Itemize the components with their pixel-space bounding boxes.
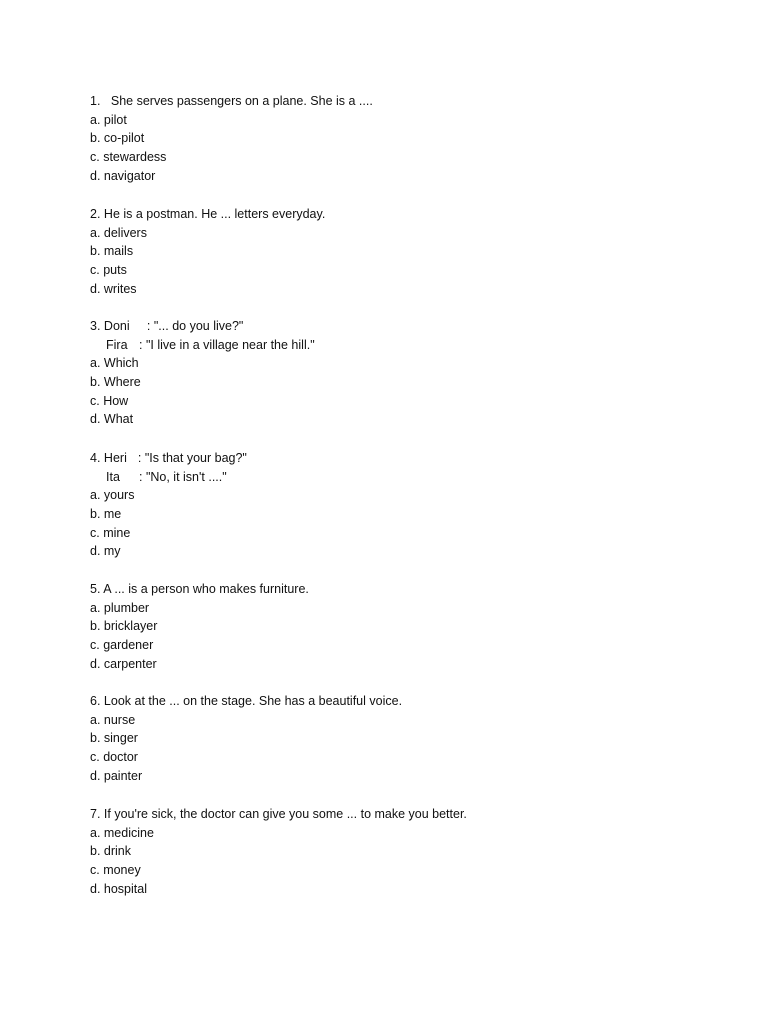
question-stem xyxy=(90,805,690,824)
question-text: A ... is a person who makes furniture. xyxy=(103,582,309,596)
option-c: c. gardener xyxy=(90,638,154,653)
option-a: a. Which xyxy=(90,356,139,371)
question-stem xyxy=(90,205,690,224)
speaker-name: Ita xyxy=(106,469,120,484)
speaker-name: Fira xyxy=(106,337,128,352)
option-c: c. money xyxy=(90,863,141,878)
option-c: c. doctor xyxy=(90,750,138,765)
question-number: 2. xyxy=(90,207,101,221)
question-number: 6. xyxy=(90,694,101,708)
option-b: b. bricklayer xyxy=(90,619,158,634)
question-7 xyxy=(90,805,690,898)
question-stem xyxy=(90,580,690,599)
question-text: She serves passengers on a plane. She is a .... xyxy=(110,94,373,108)
option-d: d. painter xyxy=(90,768,143,783)
option-a: a. yours xyxy=(90,488,135,503)
option-a: a. nurse xyxy=(90,712,136,727)
question-number: 1. xyxy=(90,94,101,108)
option-c: c. stewardess xyxy=(90,150,167,165)
option-b: b. singer xyxy=(90,731,138,746)
question-1 xyxy=(90,92,690,185)
dialogue-text: : "... do you live?" xyxy=(146,319,244,333)
dialogue-line-2 xyxy=(90,336,690,355)
question-text: He is a postman. He ... letters everyday. xyxy=(103,207,326,221)
option-d: d. What xyxy=(90,412,134,427)
option-d: d. writes xyxy=(90,281,137,296)
option-b: b. me xyxy=(90,507,122,522)
dialogue-text: : "No, it isn't ...." xyxy=(139,469,227,484)
option-d: d. navigator xyxy=(90,168,156,183)
option-b: b. Where xyxy=(90,375,141,390)
question-number: 3. xyxy=(90,319,101,333)
question-stem xyxy=(90,92,690,111)
option-c: c. puts xyxy=(90,263,127,278)
option-d: d. my xyxy=(90,544,121,559)
speaker-name: Doni xyxy=(103,319,130,333)
option-a: a. delivers xyxy=(90,225,147,240)
question-stem xyxy=(90,692,690,711)
question-6 xyxy=(90,692,690,785)
option-d: d. carpenter xyxy=(90,656,157,671)
question-text: If you're sick, the doctor can give you some ... to make you better. xyxy=(103,807,467,821)
question-number: 5. xyxy=(90,582,101,596)
option-a: a. pilot xyxy=(90,112,127,127)
option-b: b. mails xyxy=(90,244,134,259)
option-d: d. hospital xyxy=(90,881,147,896)
option-c: c. mine xyxy=(90,525,131,540)
option-a: a. medicine xyxy=(90,825,154,840)
speaker-name: Heri xyxy=(103,451,127,465)
question-number: 4. xyxy=(90,451,101,465)
dialogue-text: : "I live in a village near the hill." xyxy=(139,337,315,352)
dialogue-line-1 xyxy=(90,317,690,336)
question-text: Look at the ... on the stage. She has a beautiful voice. xyxy=(103,694,403,708)
dialogue-line-2 xyxy=(90,468,690,487)
question-number: 7. xyxy=(90,807,101,821)
option-c: c. How xyxy=(90,393,129,408)
dialogue-line-1 xyxy=(90,449,690,468)
dialogue-text: : "Is that your bag?" xyxy=(137,451,247,465)
option-b: b. drink xyxy=(90,844,131,859)
question-3 xyxy=(90,317,690,429)
option-a: a. plumber xyxy=(90,600,150,615)
option-b: b. co-pilot xyxy=(90,131,145,146)
question-4 xyxy=(90,449,690,561)
question-2 xyxy=(90,205,690,298)
question-5 xyxy=(90,580,690,673)
